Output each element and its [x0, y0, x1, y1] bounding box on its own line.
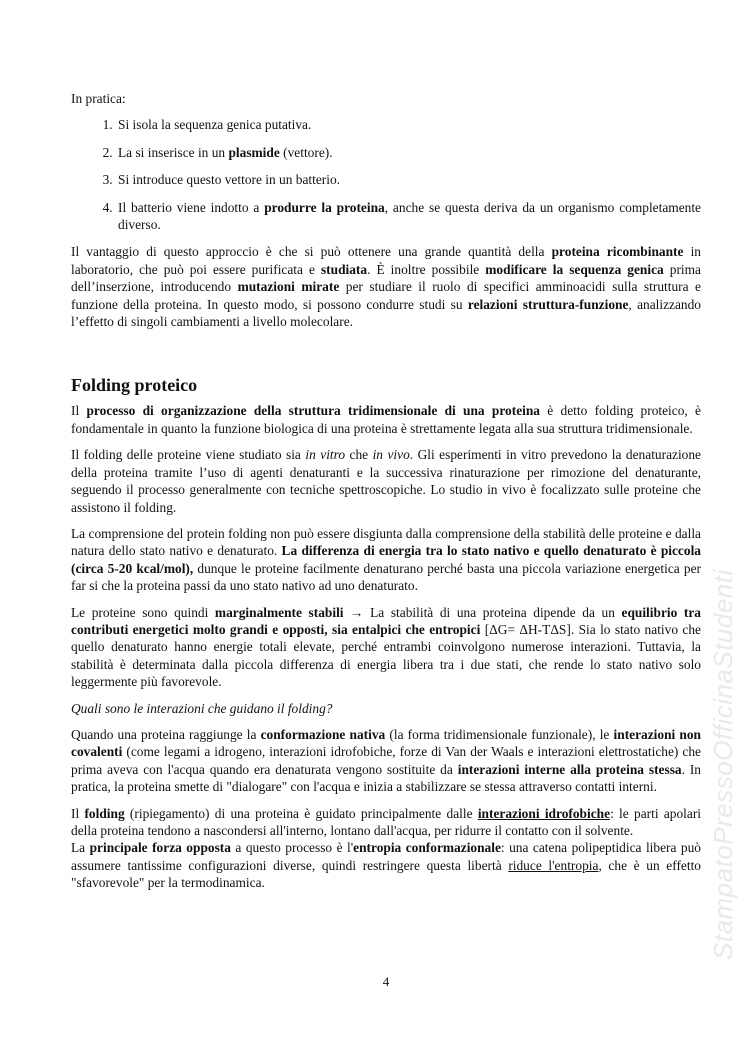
question-text: Quali sono le interazioni che guidano il folding? — [71, 700, 333, 716]
intro-text: In pratica: — [71, 91, 126, 106]
paragraph-stability: La comprensione del protein folding non può essere disgiunta dalla comprensione della stabilità delle proteine e dalla natura dello stato nativo e denaturato. La differenza di energia tra lo stato nativo e quello denaturato è piccola (circa 5-20 kcal/mol), dunque le proteine facilmente denaturano perché basta una piccola variazione energetica per far si che la proteina passi da uno stato nativo ad uno denaturato. — [71, 525, 701, 594]
watermark: StampatoPressoOfficinaStudenti — [708, 569, 738, 960]
paragraph-vitro-vivo: Il folding delle proteine viene studiato sia in vitro che in vivo. Gli esperimenti in vitro prevedono la denaturazione della proteina tramite l’uso di agenti denaturanti e la successiva rinaturazione per rimozione del denaturante, seguendo il processo generalmente con tecniche spettroscopiche. Lo studio in vivo è focalizzato sulle proteine che assistono il folding. — [71, 447, 702, 515]
list-item: 3. Si introduce questo vettore in un batterio. — [116, 171, 701, 188]
page-number: 4 — [382, 974, 390, 989]
list-item: 2. La si inserisce in un plasmide (vettore). — [116, 144, 701, 161]
paragraph-marginal: Le proteine sono quindi marginalmente stabili → La stabilità di una proteina dipende da un equilibrio tra contributi energetici molto grandi e opposti, sia entalpici che entropici [ΔG= ΔH-TΔS]. Sia lo stato nativo che quello denaturato hanno energie totali elevate, perché entrambi coinvolgono numerose interazioni. Tuttavia, la stabilità è determinata dalla piccola differenza di energia libera tra i due stati, che rende lo stato nativo solo leggermente più favorevole. — [71, 604, 702, 690]
page-body — [71, 90, 701, 973]
list-item: 4. Il batterio viene indotto a produrre la proteina, anche se questa deriva da un organismo completamente diverso. — [116, 199, 701, 234]
document-page — [71, 90, 701, 990]
list-item: 1. Si isola la sequenza genica putativa. — [116, 116, 701, 133]
section-heading: Folding proteico — [71, 375, 198, 396]
paragraph-interactions: Quando una proteina raggiunge la conformazione nativa (la forma tridimensionale funzionale), le interazioni non covalenti (come legami a idrogeno, interazioni idrofobiche, forze di Van der Waals e interazioni elettrostatiche) che prima aveva con l'acqua quando era denaturata vengono sostituite da interazioni interne alla proteina stessa. In pratica, la proteina smette di "dialogare" con l'acqua e inizia a stabilizzare se stessa attraverso contatti interni. — [71, 726, 702, 795]
steps-list — [71, 116, 701, 233]
paragraph-hydrophobic: Il folding (ripiegamento) di una proteina è guidato principalmente dalle interazioni idrofobiche: le parti apolari della proteina tendono a nascondersi all'interno, lontano dall'acqua, per ridurre il contatto con il solvente. La principale forza opposta a questo processo è l'entropia conformazionale: una catena polipeptidica libera può assumere tantissime configurazioni diverse, quindi restringere questa libertà riduce l'entropia, che è un effetto "sfavorevole" per la termodinamica. — [71, 805, 702, 891]
paragraph-definition: Il processo di organizzazione della struttura tridimensionale di una proteina è detto folding proteico, è fondamentale in quanto la funzione biologica di una proteina è strettamente legata alla sua struttura tridimensionale. — [71, 403, 701, 436]
paragraph-advantage: Il vantaggio di questo approccio è che si può ottenere una grande quantità della proteina ricombinante in laboratorio, che può poi essere purificata e studiata. È inoltre possibile modificare la sequenza genica prima dell’inserzione, introducendo mutazioni mirate per studiare il ruolo di specifici amminoacidi sulla struttura e funzione della proteina. In questo modo, si possono condurre studi su relazioni struttura-funzione, analizzando l’effetto di singoli cambiamenti a livello molecolare. — [71, 244, 702, 330]
